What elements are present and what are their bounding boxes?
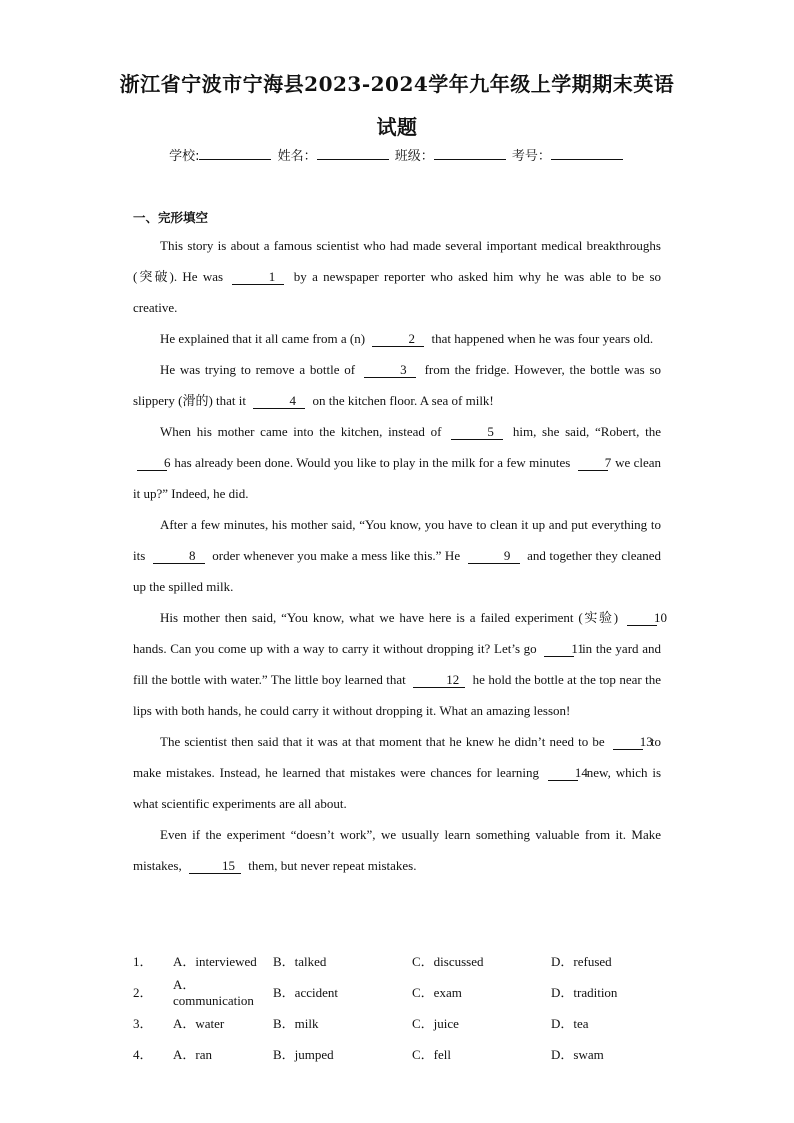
question-row-3 xyxy=(133,1007,673,1038)
text-span: This story is about a famous scientist who had made several important medical breakthroughs (突破). He was xyxy=(133,238,661,284)
question-row-1 xyxy=(133,945,673,976)
text-span: by a newspaper reporter who asked him why he was able to be so creative. xyxy=(133,269,662,315)
paragraph-1 xyxy=(133,230,661,323)
blank-6: 6 xyxy=(137,456,167,471)
text-span: that happened when he was four years old. xyxy=(431,331,654,346)
cloze-passage xyxy=(133,230,667,881)
school-label: 学校: xyxy=(169,149,200,164)
blank-7: 7 xyxy=(578,456,608,471)
text-span: in the yard and fill the bottle with water.” The little boy learned that xyxy=(133,641,661,687)
paragraph-2 xyxy=(133,323,661,354)
blank-2: 2 xyxy=(372,332,424,347)
text-span: he hold the bottle at the top near the lips with both hands, he could carry it without dropping it. What an amazing lesson! xyxy=(133,672,661,718)
option-b[interactable]: B．talked xyxy=(273,954,327,969)
blank-15: 15 xyxy=(189,859,241,874)
option-b[interactable]: B．jumped xyxy=(273,1047,334,1062)
option-c[interactable]: C．discussed xyxy=(412,954,484,969)
text-span: him, she said, “Robert, the xyxy=(512,424,662,439)
blank-9: 9 xyxy=(468,549,520,564)
paragraph-7 xyxy=(133,726,661,819)
blank-1: 1 xyxy=(232,270,284,285)
text-span: we clean it up?” Indeed, he did. xyxy=(133,455,661,501)
text-span: on the kitchen floor. A sea of milk! xyxy=(312,393,494,408)
option-d[interactable]: D．tradition xyxy=(551,985,618,1000)
option-d[interactable]: D．tea xyxy=(551,1016,589,1031)
question-row-4 xyxy=(133,1038,673,1069)
option-c[interactable]: C．exam xyxy=(412,985,462,1000)
text-span: and together they cleaned up the spilled milk. xyxy=(133,548,662,594)
section-title: 一、完形填空 xyxy=(133,210,209,225)
option-a[interactable]: A．water xyxy=(173,1016,225,1031)
text-span: After a few minutes, his mother said, “You know, you have to clean it up and put everything to its xyxy=(133,517,661,563)
text-span: When his mother came into the kitchen, instead of xyxy=(160,424,442,439)
text-span: them, but never repeat mistakes. xyxy=(248,858,417,873)
option-b[interactable]: B．milk xyxy=(273,1016,319,1031)
blank-8: 8 xyxy=(153,549,205,564)
option-d[interactable]: D．swam xyxy=(551,1047,604,1062)
blank-14: 14 xyxy=(548,766,578,781)
paragraph-3 xyxy=(133,354,661,416)
blank-10: 10 xyxy=(627,611,657,626)
blank-4: 4 xyxy=(253,394,305,409)
name-label: 姓名： xyxy=(277,149,317,164)
text-span: Even if the experiment “doesn’t work”, we usually learn something valuable from it. Make mistakes, xyxy=(133,827,661,873)
number-blank[interactable] xyxy=(551,147,623,160)
blank-5: 5 xyxy=(451,425,503,440)
question-number: 4． xyxy=(133,1047,153,1062)
school-blank[interactable] xyxy=(199,147,271,160)
page-title: 浙江省宁波市宁海县2023-2024学年九年级上学期期末英语 xyxy=(119,72,675,96)
option-a[interactable]: A．interviewed xyxy=(173,954,257,969)
paragraph-6 xyxy=(133,602,667,726)
question-number: 2． xyxy=(133,985,153,1000)
blank-12: 12 xyxy=(413,673,465,688)
option-b[interactable]: B．accident xyxy=(273,985,338,1000)
text-span: His mother then said, “You know, what we have here is a failed experiment (实验) xyxy=(160,610,619,625)
name-blank[interactable] xyxy=(317,147,389,160)
text-span: The scientist then said that it was at that moment that he knew he didn’t need to be xyxy=(160,734,605,749)
paragraph-5 xyxy=(133,509,661,602)
paragraph-4 xyxy=(133,416,661,509)
blank-11: 11 xyxy=(544,642,574,657)
student-info-row xyxy=(0,145,794,164)
text-span: order whenever you make a mess like this.” He xyxy=(212,548,461,563)
number-label: 考号： xyxy=(511,149,551,164)
text-span: He explained that it all came from a (n) xyxy=(160,331,366,346)
text-span: to make mistakes. Instead, he learned that mistakes were chances for learning xyxy=(133,734,661,780)
class-blank[interactable] xyxy=(434,147,506,160)
question-row-2 xyxy=(133,976,673,1007)
class-label: 班级： xyxy=(394,149,434,164)
text-span: hands. Can you come up with a way to carry it without dropping it? Let’s go xyxy=(133,641,537,656)
question-number: 1． xyxy=(133,954,153,969)
page-title-line2: 试题 xyxy=(376,115,418,139)
answer-options xyxy=(133,945,673,1069)
text-span: from the fridge. However, the bottle was so slippery (滑的) that it xyxy=(133,362,661,408)
question-number: 3． xyxy=(133,1016,153,1031)
paragraph-8 xyxy=(133,819,661,881)
blank-13: 13 xyxy=(613,735,643,750)
text-span: has already been done. Would you like to play in the milk for a few minutes xyxy=(174,455,571,470)
option-a[interactable]: A．communication xyxy=(173,977,254,1008)
option-a[interactable]: A．ran xyxy=(173,1047,212,1062)
text-span: new, which is what scientific experiments are all about. xyxy=(133,765,662,811)
option-d[interactable]: D．refused xyxy=(551,954,612,969)
text-span: He was trying to remove a bottle of xyxy=(160,362,356,377)
option-c[interactable]: C．juice xyxy=(412,1016,459,1031)
blank-3: 3 xyxy=(364,363,416,378)
option-c[interactable]: C．fell xyxy=(412,1047,451,1062)
